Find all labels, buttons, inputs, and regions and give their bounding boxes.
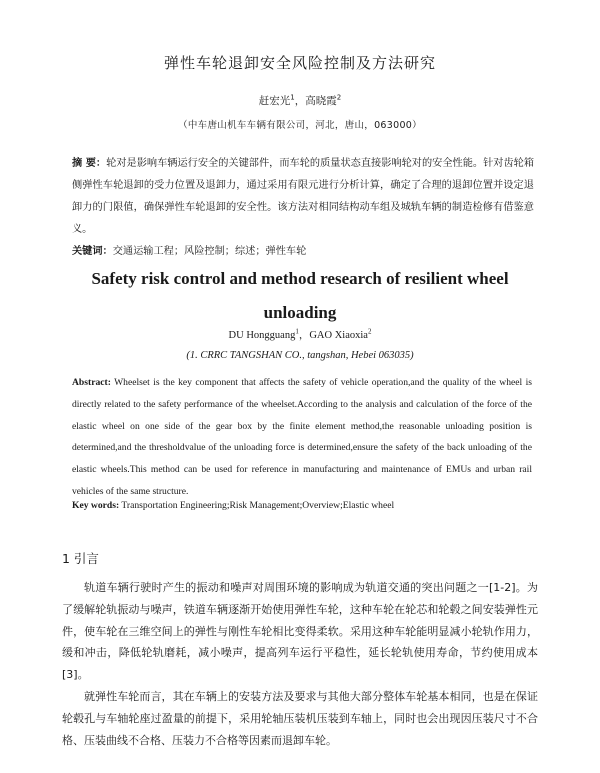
cn-author-1-sup: 1 bbox=[290, 93, 295, 102]
en-author-1-sup: 1 bbox=[295, 327, 299, 336]
intro-section bbox=[62, 577, 538, 751]
cn-keywords bbox=[72, 242, 534, 257]
cn-keywords-text: 交通运输工程；风险控制；综述；弹性车轮 bbox=[112, 246, 307, 257]
section-heading: 1 引言 bbox=[62, 551, 99, 566]
cn-abstract-text: 轮对是影响车辆运行安全的关键部件，而车轮的质量状态直接影响轮对的安全性能。针对齿轮箱侧弹性车轮退卸的受力位置及退卸力，通过采用有限元进行分析计算，确定了合理的退卸位置并设定退卸力的门限值，确保弹性车轮退卸的安全性。该方法对相同结构动车组及城轨车辆的制造检修有借鉴意义。 bbox=[72, 158, 535, 235]
cn-author-2: 高晓霞 bbox=[305, 95, 337, 107]
cn-title: 弹性车轮退卸安全风险控制及方法研究 bbox=[163, 54, 436, 72]
en-title-line2: unloading bbox=[263, 303, 337, 322]
cn-affiliation: （中车唐山机车车辆有限公司，河北，唐山，063000） bbox=[178, 120, 422, 131]
en-affiliation: (1. CRRC TANGSHAN CO., tangshan, Hebei 063035) bbox=[186, 350, 414, 361]
en-author-1: DU Hongguang bbox=[228, 330, 296, 341]
en-authors bbox=[0, 327, 600, 342]
en-author-sep: ， bbox=[298, 330, 310, 341]
en-abstract-text: Wheelset is the key component that affects the safety of vehicle operation,and the quality of the wheel is directly related to the safety performance of the wheelset.According to the analysis and calculation of the force of the elastic wheel on one side of the gear box by the finite element method,the reasonable unloading position is determined,and the thresholdvalue of the unloading force is determined,ensure the safety of the back unloading of the elastic wheels.This method can be used for reference in manufacturing and maintenance of EMUs and urban rail vehicles of the same structure. bbox=[72, 377, 532, 497]
intro-paragraph-2: 就弹性车轮而言，其在车辆上的安装方法及要求与其他大部分整体车轮基本相同，也是在保证轮毂孔与车轴轮座过盈量的前提下，采用轮轴压装机压装到车轴上，同时也会出现因压装尺寸不合格、压装曲线不合格、压装力不合格等因素而退卸车轮。 bbox=[62, 689, 538, 747]
cn-author-2-sup: 2 bbox=[336, 93, 342, 102]
en-author-2: GAO Xiaoxia bbox=[309, 330, 368, 341]
en-keywords-text: Transportation Engineering;Risk Management;Overview;Elastic wheel bbox=[121, 500, 395, 511]
en-keywords bbox=[72, 500, 534, 511]
intro-paragraph-1: 轨道车辆行驶时产生的振动和噪声对周围环境的影响成为轨道交通的突出问题之一[1-2]。为了缓解轮轨振动与噪声，铁道车辆逐渐开始使用弹性车轮，这种车轮在轮芯和轮毂之间安装弹性元件，使车轮在三维空间上的弹性与刚性车轮相比变得柔软。采用这种车轮能明显减小轮轨作用力，缓和冲击，降低轮轨磨耗，减小噪声，提高列车运行平稳性，延长轮轨使用寿命，节约使用成本[3]。 bbox=[62, 581, 538, 682]
cn-keywords-label: 关键词： bbox=[72, 246, 113, 257]
cn-author-1: 赶宏光 bbox=[258, 95, 291, 107]
cn-abstract-label: 摘 要： bbox=[72, 158, 107, 169]
en-abstract-label: Abstract: bbox=[72, 377, 111, 388]
cn-authors bbox=[0, 93, 600, 108]
en-author-2-sup: 2 bbox=[367, 327, 372, 336]
en-abstract bbox=[72, 372, 532, 503]
cn-author-sep: ， bbox=[294, 95, 306, 107]
en-title-line1: Safety risk control and method research of resilient wheel bbox=[91, 269, 509, 288]
en-title bbox=[40, 262, 560, 330]
cn-abstract bbox=[72, 153, 534, 241]
en-keywords-label: Key words: bbox=[72, 500, 120, 511]
